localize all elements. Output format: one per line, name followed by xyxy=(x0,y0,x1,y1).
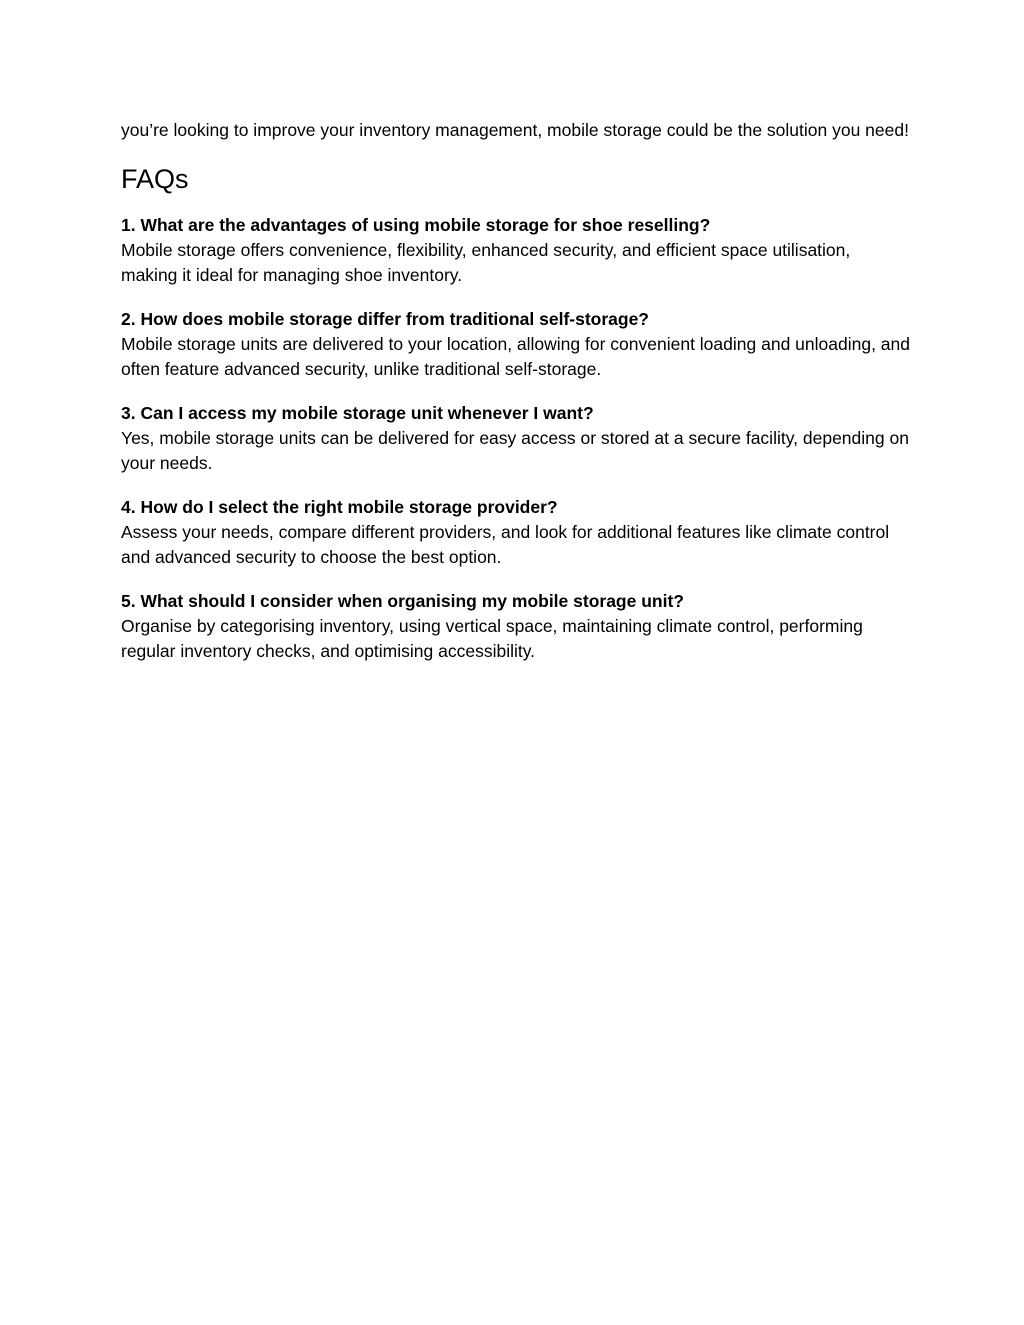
faq-question: 3. Can I access my mobile storage unit whenever I want? xyxy=(121,403,594,423)
faq-item xyxy=(121,213,911,288)
faq-question: 1. What are the advantages of using mobile storage for shoe reselling? xyxy=(121,215,711,235)
faq-answer: Yes, mobile storage units can be delivered for easy access or stored at a secure facility, depending on your needs. xyxy=(121,428,909,473)
faq-item xyxy=(121,589,911,664)
faq-answer: Mobile storage offers convenience, flexibility, enhanced security, and efficient space utilisation, making it ideal for managing shoe inventory. xyxy=(121,240,851,285)
faq-answer: Assess your needs, compare different providers, and look for additional features like climate control and advanced security to choose the best option. xyxy=(121,522,890,567)
faq-heading: FAQs xyxy=(121,164,189,194)
faq-item xyxy=(121,495,911,570)
faq-answer: Mobile storage units are delivered to your location, allowing for convenient loading and unloading, and often feature advanced security, unlike traditional self-storage. xyxy=(121,334,910,379)
faq-answer: Organise by categorising inventory, using vertical space, maintaining climate control, performing regular inventory checks, and optimising accessibility. xyxy=(121,616,863,661)
faq-question: 2. How does mobile storage differ from traditional self-storage? xyxy=(121,309,649,329)
document-page xyxy=(121,118,911,683)
intro-paragraph: you’re looking to improve your inventory management, mobile storage could be the solution you need! xyxy=(121,120,909,140)
faq-question: 4. How do I select the right mobile storage provider? xyxy=(121,497,558,517)
faq-item xyxy=(121,401,911,476)
faq-question: 5. What should I consider when organising my mobile storage unit? xyxy=(121,591,684,611)
faq-item xyxy=(121,307,911,382)
faq-list xyxy=(121,213,911,664)
